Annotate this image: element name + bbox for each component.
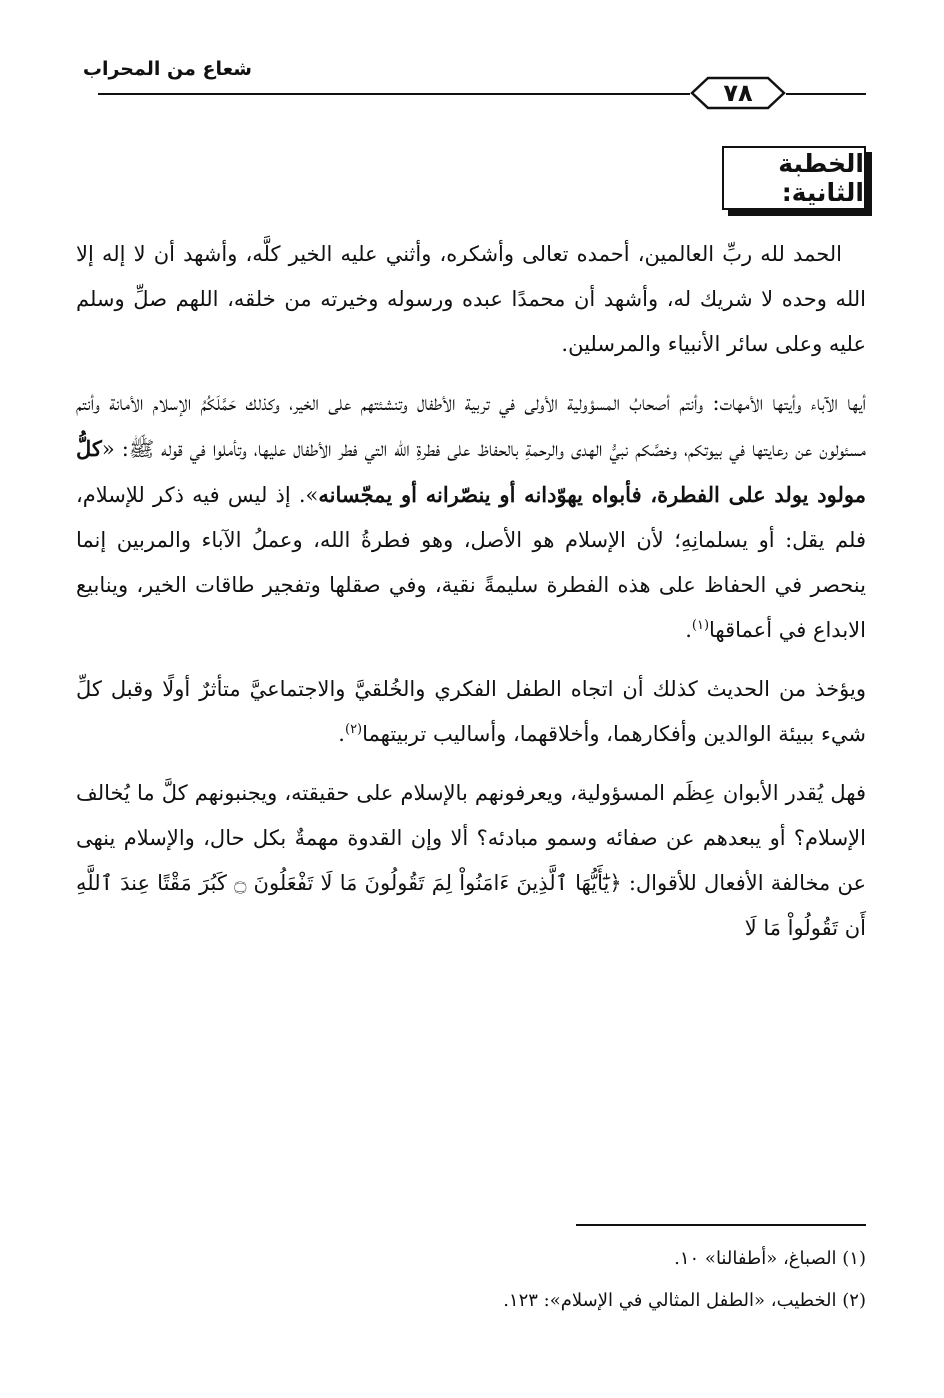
paragraph-2-text-a: أيها الآباء وأيتها الأمهات: وأنتم أصحابُ المسؤولية الأولى في تربية الأطفال وتنشئتهم على الخير، وكذلك حَمَّلَكُمُ الإسلام الأمانة وأنتم مسئولون عن رعايتها في بيوتكم، وخصَّكم نبيُّ الهدى والرحمةِ بالحفاظ على فطرةِ الله التي فطر الأطفال عليها، وتأملوا في قوله ﷺ: « — [76, 391, 866, 461]
paragraph-3-end: . — [338, 722, 345, 746]
paragraph-2-end: . — [685, 618, 692, 642]
page-number: ٧٨ — [723, 79, 753, 107]
footnote-rule — [576, 1224, 866, 1226]
footnotes — [76, 1238, 866, 1322]
paragraph-1: الحمد لله ربِّ العالمين، أحمده تعالى وأشكره، وأثني عليه الخير كلَّه، وأشهد أن لا إله إلا الله وحده لا شريك له، وأشهد أن محمدًا عبده ورسوله وخيرته من خلقه، اللهم صلِّ وسلم عليه وعلى سائر الأنبياء والمرسلين. — [76, 242, 866, 356]
hadith-quote: كلُّ مولود يولد على الفطرة، فأبواه يهوّدانه أو ينصّرانه أو يمجّسانه — [76, 436, 867, 507]
running-header-title: شعاع من المحراب — [82, 58, 252, 80]
paragraph-2 — [76, 381, 866, 653]
body-text — [76, 232, 866, 965]
footnote-2: (٢) الخطيب، «الطفل المثالي في الإسلام»: ١٢٣. — [503, 1290, 866, 1311]
footnote-ref-1[interactable]: (١) — [691, 618, 710, 633]
footnote-1: (١) الصباغ، «أطفالنا» ١٠. — [674, 1248, 866, 1269]
paragraph-2-text-c: ». إذ ليس فيه ذكر للإسلام، فلم يقل: أو يسلمانِهِ؛ لأن الإسلام هو الأصل، وهو فطرةُ الله، وعملُ الآباء والمربين إنما ينحصر في الحفاظ على هذه الفطرة سليمةً نقية، وفي صقلها وتفجير طاقات الخير، وينابيع الابداع في أعماقها — [76, 483, 866, 642]
paragraph-4: فهل يُقدر الأبوان عِظَم المسؤولية، ويعرفونهم بالإسلام على حقيقته، ويجنبونهم كلَّ ما يُخالف الإسلام؟ أو يبعدهم عن صفائه وسمو مبادئه؟ ألا وإن القدوة مهمةٌ بكل حال، والإسلام ينهى عن مخالفة الأفعال للأقوال: ﴿يَٰٓأَيُّهَا ٱلَّذِينَ ءَامَنُواْ لِمَ تَقُولُونَ مَا لَا تَفْعَلُونَ ۝ كَبُرَ مَقْتًا عِندَ ٱللَّهِ أَن تَقُولُواْ مَا لَا — [76, 781, 866, 940]
page-number-badge — [690, 76, 786, 110]
paragraph-3 — [76, 667, 866, 757]
section-title: الخطبة الثانية: — [722, 146, 866, 210]
paragraph-3-text: ويؤخذ من الحديث كذلك أن اتجاه الطفل الفكري والخُلقيَّ والاجتماعيَّ متأثرٌ أولًا وقبل كلِّ شيء ببيئة الوالدين وأفكارهما، وأخلاقهما، وأساليب تربيتهما — [76, 677, 866, 746]
footnote-ref-2[interactable]: (٢) — [344, 722, 363, 737]
